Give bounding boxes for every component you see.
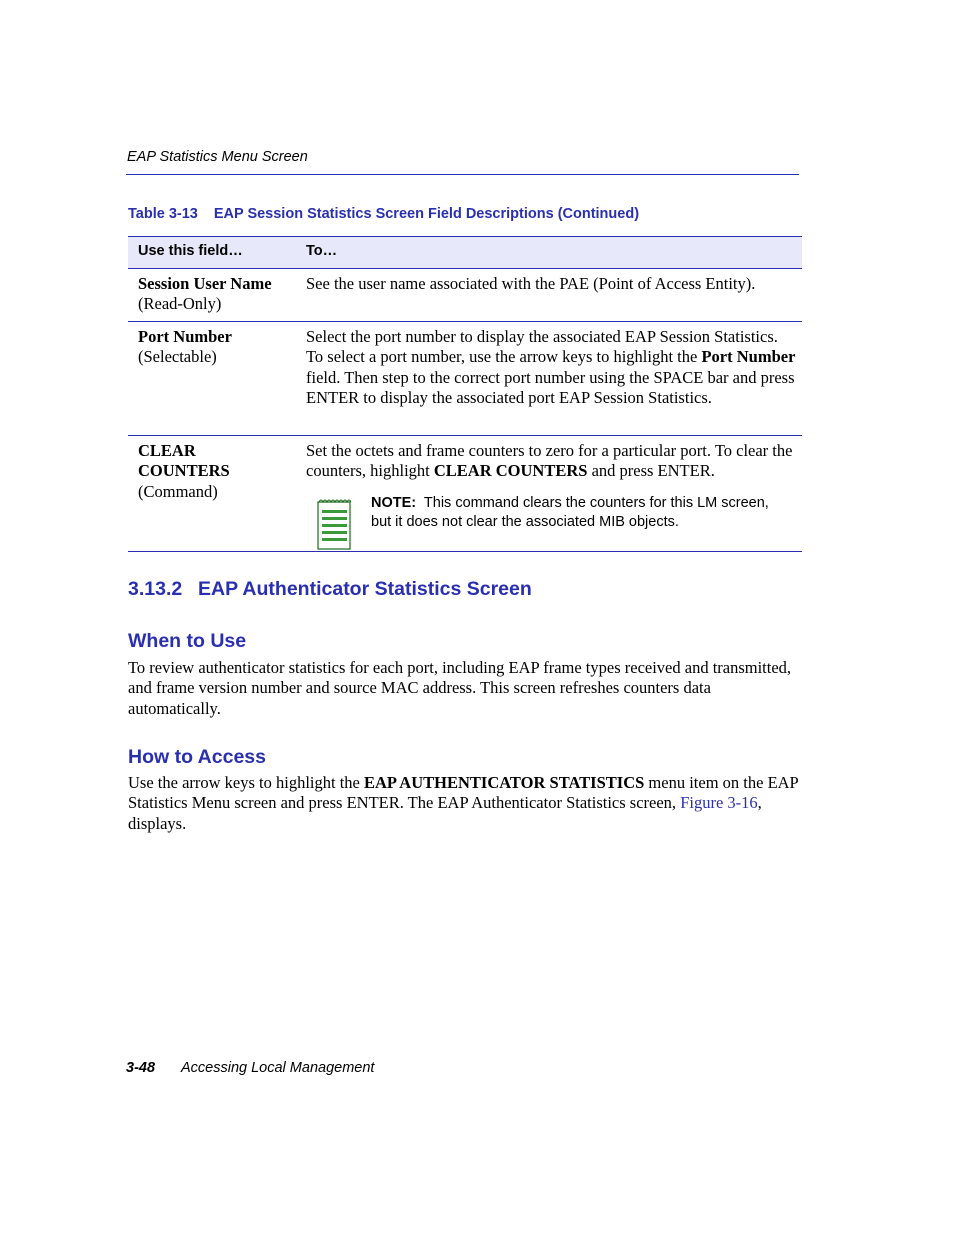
description-cell <box>306 327 796 408</box>
field-name-line1: CLEAR <box>138 441 196 460</box>
table-caption-number: Table 3-13 <box>128 206 198 222</box>
field-name: Port Number <box>138 327 232 346</box>
description-bold: CLEAR COUNTERS <box>433 461 588 481</box>
description-text: Set the octets and frame counters to zero for a particular port. To clear the counters, highlight <box>306 441 793 481</box>
notepad-icon <box>317 498 351 550</box>
access-text: menu item on the EAP Statistics Menu screen and press ENTER. The EAP Authenticator Statistics screen, <box>128 773 799 813</box>
table-header-to: To… <box>306 243 338 259</box>
table-caption <box>128 206 639 222</box>
description-cell: See the user name associated with the PAE (Point of Access Entity). <box>306 274 756 293</box>
field-type: (Read-Only) <box>138 294 222 314</box>
table-caption-title: EAP Session Statistics Screen Field Descriptions (Continued) <box>213 206 640 222</box>
section-number: 3.13.2 <box>128 578 183 600</box>
figure-link[interactable]: Figure 3-16 <box>680 793 758 813</box>
access-menu-item: EAP AUTHENTICATOR STATISTICS <box>364 773 645 792</box>
description-cell <box>306 441 796 530</box>
field-type: (Selectable) <box>138 347 217 367</box>
table-header-row <box>128 236 802 269</box>
note-box <box>306 494 796 554</box>
page-number: 3-48 <box>126 1060 156 1076</box>
access-text: , displays. <box>128 793 762 833</box>
how-to-access-heading: How to Access <box>128 746 266 768</box>
when-to-use-text: To review authenticator statistics for each port, including EAP frame types received and transmitted, and frame version number and source MAC address. This screen refreshes counters data automatically. <box>128 658 792 718</box>
description-text: Select the port number to display the associated EAP Session Statistics. To select a port number, use the arrow keys to highlight the <box>306 327 778 367</box>
description-text: and press ENTER. <box>587 461 715 481</box>
field-name: Session User Name <box>138 274 272 293</box>
page-footer <box>126 1060 374 1076</box>
section-heading <box>128 578 532 601</box>
table-row <box>128 269 802 322</box>
header-rule <box>126 174 799 175</box>
note-body: This command clears the counters for this LM screen, but it does not clear the associated MIB objects. <box>371 495 769 530</box>
table-row <box>128 322 802 436</box>
when-to-use-heading: When to Use <box>128 630 247 652</box>
field-cell <box>138 327 298 368</box>
note-text <box>371 494 791 531</box>
table-row <box>128 436 802 552</box>
section-title: EAP Authenticator Statistics Screen <box>198 578 532 600</box>
note-label: NOTE: <box>371 495 417 511</box>
how-to-access-text <box>128 773 800 834</box>
field-type: (Command) <box>138 481 218 501</box>
description-text: field. Then step to the correct port number using the SPACE bar and press ENTER to display the associated port EAP Session Statistics. <box>306 367 795 407</box>
field-cell <box>138 441 298 502</box>
chapter-title: Accessing Local Management <box>181 1060 375 1076</box>
access-text: Use the arrow keys to highlight the <box>128 773 364 792</box>
field-descriptions-table <box>128 236 802 552</box>
field-cell <box>138 274 298 315</box>
table-header-field: Use this field… <box>138 243 243 259</box>
field-name-line2: COUNTERS <box>138 461 230 481</box>
description-bold: Port Number <box>701 347 796 367</box>
running-head: EAP Statistics Menu Screen <box>127 149 308 165</box>
